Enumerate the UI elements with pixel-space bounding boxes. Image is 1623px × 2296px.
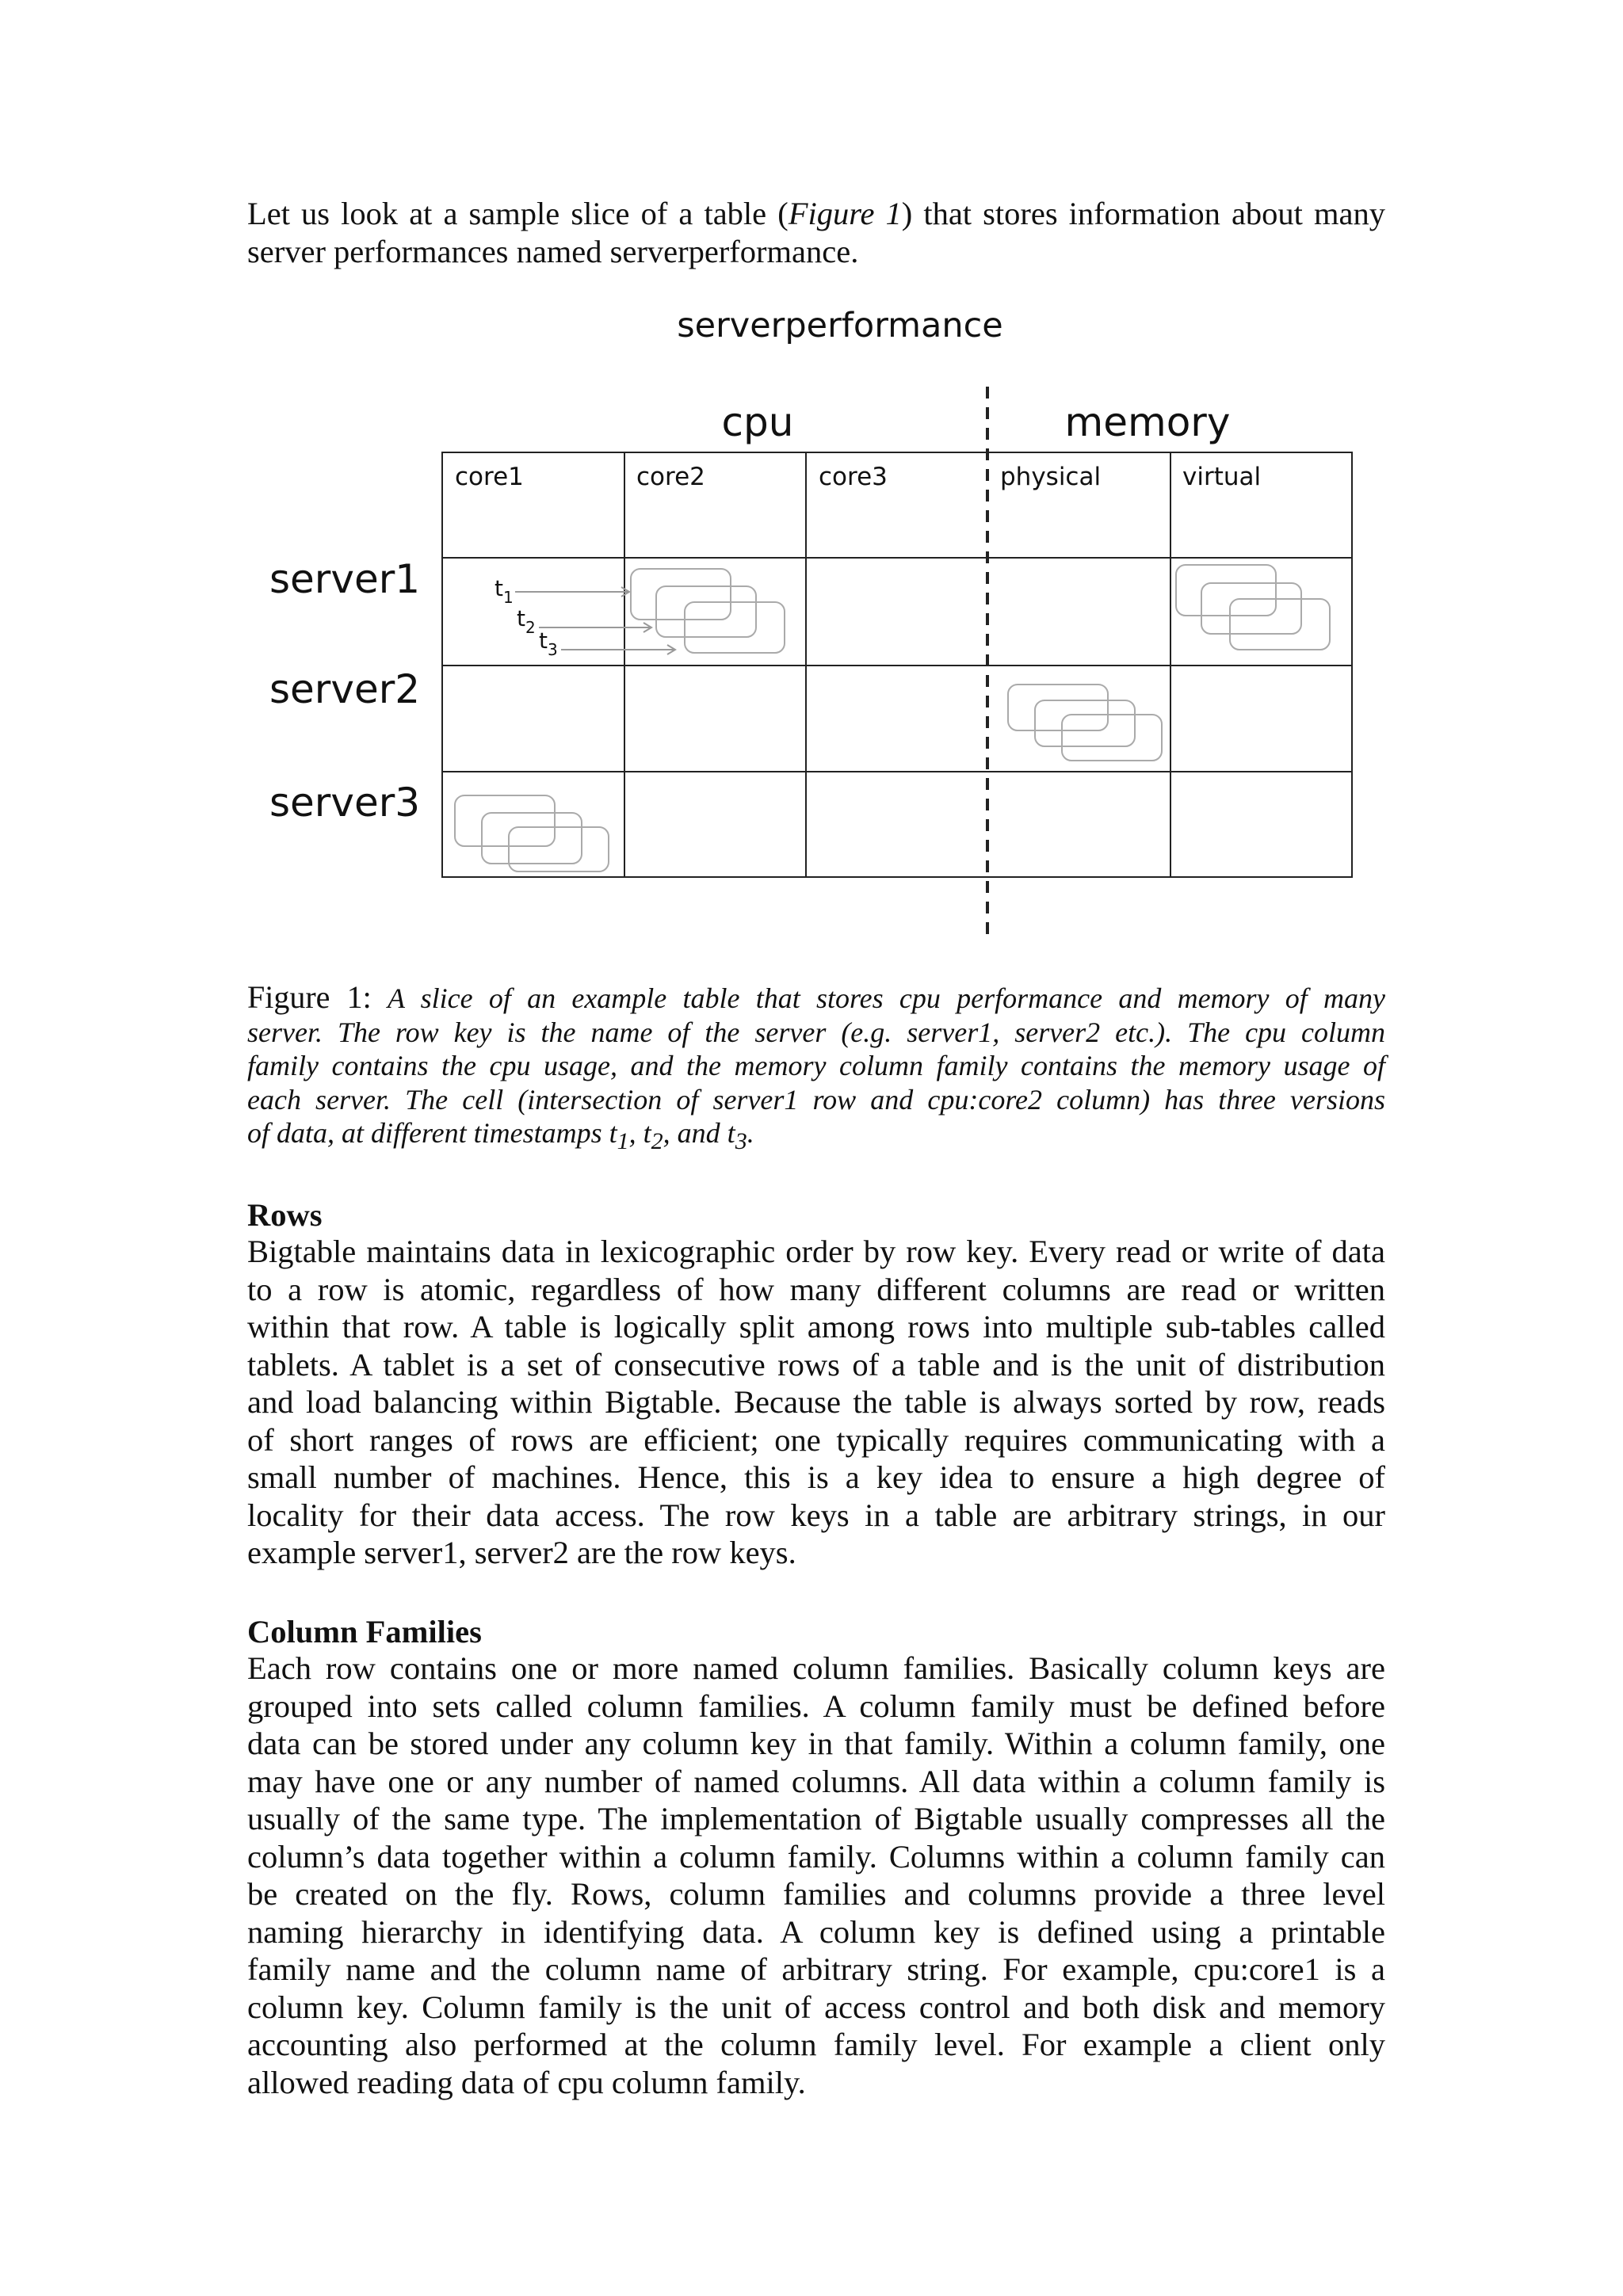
table-border	[442, 452, 1352, 877]
row-key-server2: server2	[269, 666, 421, 712]
rows-line: example server1, server2 are the row keys.	[247, 1535, 796, 1570]
cell-version	[1230, 599, 1330, 650]
cf-line: family name and the column name of arbitrary string. For example, cpu:core1 is a	[247, 1951, 1385, 1987]
figure-1-diagram	[0, 0, 1623, 967]
cf-line: accounting also performed at the column family level. For example a client only	[247, 2027, 1385, 2062]
intro-line-2: server performances named serverperformance.	[247, 233, 859, 269]
caption-line-1	[247, 981, 1385, 1016]
intro-text: Let us look at a sample slice of a table (	[247, 196, 789, 231]
rows-line: Bigtable maintains data in lexicographic order by row key. Every read or write of data	[247, 1234, 1385, 1269]
arrow-t2-head	[643, 623, 651, 632]
column-label-virtual: virtual	[1182, 463, 1262, 491]
column-families-paragraph	[247, 1650, 1385, 2101]
rows-line: tablets. A tablet is a set of consecutive rows of a table and is the unit of distribution	[247, 1346, 1385, 1383]
caption-line-2: server. The row key is the name of the server (e.g. server1, server2 etc.). The cpu column	[247, 1016, 1385, 1048]
cf-line: allowed reading data of cpu column family.	[247, 2064, 806, 2100]
timestamp-t1: $t_1$	[495, 575, 514, 607]
rows-heading: Rows	[247, 1197, 323, 1233]
rows-line: locality for their data access. The row keys in a table are arbitrary strings, in our	[247, 1497, 1385, 1533]
column-label-core1: core1	[455, 463, 524, 491]
row-key-server1: server1	[269, 556, 421, 602]
cell-version	[1062, 715, 1162, 761]
figure-caption	[247, 981, 1385, 1159]
cell-version	[685, 602, 785, 653]
cf-line: column key. Column family is the unit of access control and both disk and memory	[247, 1989, 1385, 2025]
cell-version	[509, 827, 609, 871]
caption-line-4: each server. The cell (intersection of server1 row and cpu:core2 column) has three versions	[247, 1083, 1385, 1116]
caption-line-5: of data, at different timestamps $t_1$, $t_2$, and $t_3$.	[247, 1117, 754, 1155]
arrow-t1-head	[621, 587, 629, 597]
rows-line: to a row is atomic, regardless of how many different columns are read or written	[247, 1271, 1385, 1307]
intro-paragraph	[247, 195, 1385, 270]
rows-line: and load balancing within Bigtable. Because the table is always sorted by row, reads	[247, 1384, 1385, 1420]
timestamp-t3: $t_3$	[539, 627, 558, 659]
cf-line: column’s data together within a column family. Columns within a column family can	[247, 1838, 1385, 1875]
arrow-t3-head	[667, 645, 675, 654]
column-label-core2: core2	[636, 463, 705, 491]
version-stack-server3-core1	[455, 795, 609, 871]
rows-line: small number of machines. Hence, this is a key idea to ensure a high degree of	[247, 1459, 1385, 1495]
cell-version	[482, 813, 582, 864]
cf-line: grouped into sets called column families. A column family must be defined before	[247, 1688, 1385, 1724]
rows-line: of short ranges of rows are efficient; one typically requires communicating with a	[247, 1421, 1385, 1458]
cell-version	[1035, 700, 1135, 746]
column-label-core3: core3	[819, 463, 888, 491]
intro-line-1	[247, 195, 1385, 233]
cell-version	[1008, 685, 1108, 730]
caption-line-3: family contains the cpu usage, and the memory column family contains the memory usage of	[247, 1050, 1385, 1081]
version-stack-server1-virtual	[1176, 565, 1330, 650]
caption-text: A slice of an example table that stores cpu performance and memory of many	[388, 982, 1385, 1014]
cf-line: usually of the same type. The implementation of Bigtable usually compresses all the	[247, 1801, 1385, 1836]
cell-version	[631, 569, 731, 620]
version-stack-server2-physical	[1008, 685, 1162, 761]
intro-text: ) that stores information about many	[901, 196, 1385, 231]
cell-version	[455, 795, 555, 846]
family-label-cpu: cpu	[721, 399, 794, 445]
cell-version	[1176, 565, 1276, 616]
row-key-server3: server3	[269, 780, 421, 826]
cf-line: be created on the fly. Rows, column families and columns provide a three level	[247, 1876, 1385, 1912]
table-name-label: serverperformance	[677, 306, 1003, 345]
table-grid	[442, 452, 1352, 877]
rows-line: within that row. A table is logically split among rows into multiple sub-tables called	[247, 1309, 1385, 1344]
timestamp-t2: $t_2$	[517, 605, 536, 637]
cf-line: data can be stored under any column key in that family. Within a column family, one	[247, 1726, 1385, 1761]
cf-line: Each row contains one or more named column families. Basically column keys are	[247, 1650, 1385, 1686]
cell-version	[656, 586, 756, 637]
family-label-memory: memory	[1064, 399, 1231, 445]
timestamp-arrows	[515, 587, 675, 654]
rows-paragraph	[247, 1233, 1385, 1572]
cf-line: may have one or any number of named columns. All data within a column family is	[247, 1763, 1385, 1799]
column-label-physical: physical	[1000, 463, 1102, 491]
cell-version	[1201, 583, 1301, 634]
column-families-heading: Column Families	[247, 1614, 482, 1650]
version-stack-server1-core2	[631, 569, 785, 653]
cf-line: naming hierarchy in identifying data. A column key is defined using a printable	[247, 1913, 1385, 1950]
figure-reference: Figure 1	[788, 196, 902, 231]
caption-label: Figure 1:	[247, 979, 372, 1015]
